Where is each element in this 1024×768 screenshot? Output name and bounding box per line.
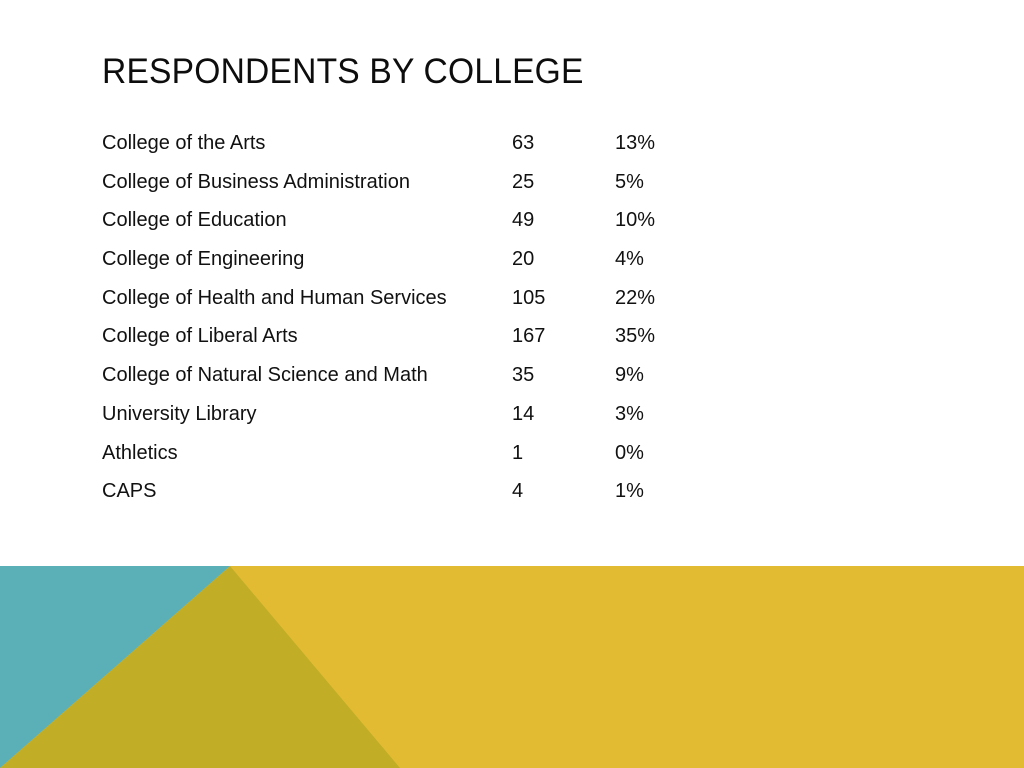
table-row — [102, 434, 722, 473]
table-row — [102, 279, 722, 318]
college-name: College of Health and Human Services — [102, 286, 447, 309]
respondent-count: 35 — [512, 364, 535, 387]
respondent-percent: 13% — [615, 132, 656, 154]
college-name: College of Education — [102, 209, 287, 232]
respondents-table — [102, 124, 722, 511]
respondent-percent: 0% — [615, 441, 644, 464]
college-name: College of Liberal Arts — [102, 325, 298, 348]
table-row — [102, 472, 722, 511]
table-row — [102, 124, 722, 163]
table-row — [102, 163, 722, 202]
respondent-percent: 3% — [615, 402, 644, 425]
decorative-footer-band — [0, 566, 1024, 768]
table-row — [102, 240, 722, 279]
table-row — [102, 317, 722, 356]
respondent-percent: 1% — [615, 480, 644, 503]
respondent-percent: 35% — [615, 325, 656, 348]
respondent-percent: 4% — [615, 248, 644, 271]
table-row — [102, 356, 722, 395]
respondent-percent: 9% — [615, 364, 644, 387]
college-name: College of Natural Science and Math — [102, 364, 428, 387]
respondent-count: 25 — [512, 170, 535, 193]
respondent-count: 1 — [512, 441, 524, 464]
college-name: CAPS — [102, 480, 157, 503]
table-row — [102, 395, 722, 434]
slide-title: RESPONDENTS BY COLLEGE — [102, 52, 584, 91]
respondent-percent: 5% — [615, 170, 644, 193]
respondent-count: 105 — [512, 286, 546, 309]
college-name: College of Engineering — [102, 248, 305, 271]
college-name: University Library — [102, 402, 257, 425]
respondent-percent: 10% — [615, 209, 656, 232]
college-name: Athletics — [102, 441, 178, 464]
college-name: College of Business Administration — [102, 170, 410, 193]
respondent-percent: 22% — [615, 286, 656, 309]
respondent-count: 167 — [512, 325, 546, 348]
respondent-count: 49 — [512, 209, 535, 232]
respondent-count: 4 — [512, 480, 524, 503]
respondent-count: 20 — [512, 248, 535, 271]
respondent-count: 63 — [512, 132, 535, 154]
college-name: College of the Arts — [102, 132, 266, 154]
respondent-count: 14 — [512, 402, 535, 425]
table-row — [102, 201, 722, 240]
